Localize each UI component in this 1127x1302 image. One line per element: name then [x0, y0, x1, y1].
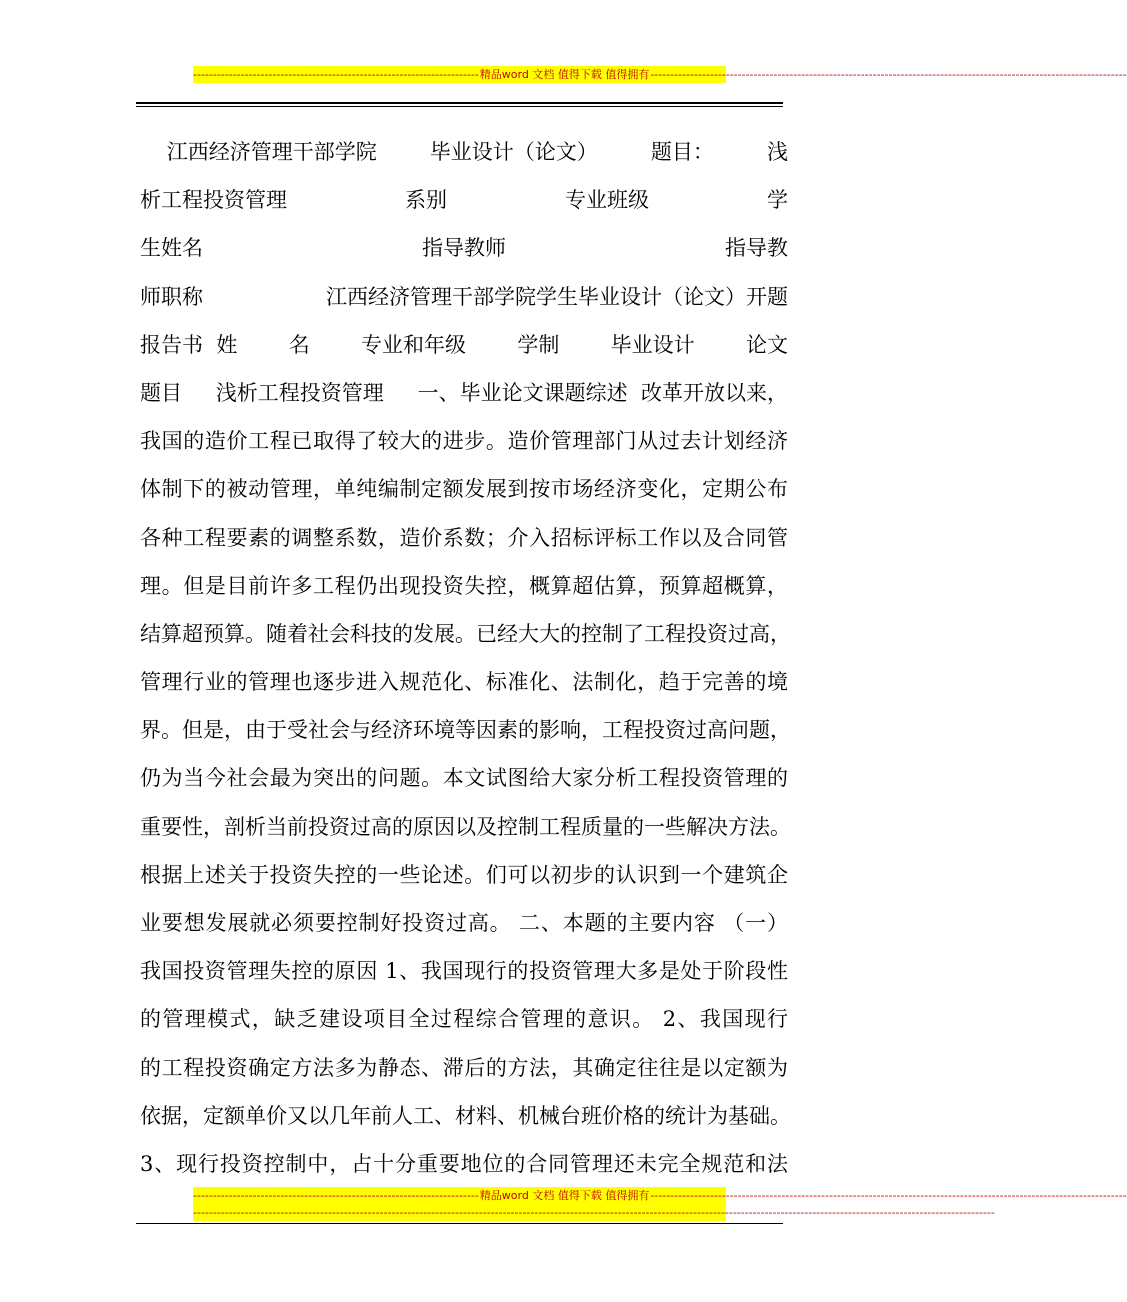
body-line: 的管理模式，缺乏建设项目全过程综合管理的意识。 2、我国现行 — [140, 1007, 788, 1032]
report-paragraph — [140, 417, 791, 1188]
body-line: 仍为当今社会最为突出的问题。本文试图给大家分析工程投资管理的 — [140, 766, 788, 791]
body-line: 业要想发展就必须要控制好投资过高。 二、本题的主要内容 （一） — [140, 911, 788, 935]
body-line: 的工程投资确定方法多为静态、滞后的方法，其确定往往是以定额为 — [140, 1055, 788, 1080]
cover-line — [140, 321, 788, 369]
cover-line-segment: 师职称 — [140, 284, 203, 309]
cover-line-segment: 浅析工程投资管理 — [215, 380, 384, 405]
cover-line-segment: 系别 — [405, 188, 447, 213]
body-line: 理。但是目前许多工程仍出现投资失控，概算超估算，预算超概算， — [140, 573, 788, 598]
banner-text: 精品word 文档 值得下载 值得拥有 — [479, 1189, 650, 1202]
cover-line-segment: 江西经济管理干部学院学生毕业设计（论文）开题 — [326, 284, 788, 309]
cover-line-segment: 一、毕业论文课题综述 改革开放以来， — [417, 380, 788, 405]
cover-line-segment: 学制 — [517, 332, 560, 357]
cover-line-segment: 析工程投资管理 — [140, 188, 287, 213]
cover-line-segment: 毕业设计（论文） — [429, 140, 598, 164]
body-line: 重要性，剖析当前投资过高的原因以及控制工程质量的一些解决方法。 — [140, 814, 791, 839]
cover-line-segment: 专业和年级 — [361, 332, 467, 357]
cover-line-segment: 题目 — [140, 380, 182, 405]
cover-line-segment: 名 — [288, 332, 310, 357]
footer-rule — [136, 1223, 783, 1224]
cover-line-segment: 学 — [767, 188, 788, 213]
banner-dash-left: ------------------------------------------------------------------------ — [193, 1189, 479, 1202]
body-line: 依据，定额单价又以几年前人工、材料、机械台班价格的统计为基础。 — [140, 1103, 791, 1128]
cover-line-segment: 生姓名 — [140, 236, 203, 261]
cover-info-block — [140, 128, 788, 417]
banner-dash-left: ------------------------------------------------------------------------ — [193, 68, 479, 81]
cover-line — [140, 128, 788, 176]
body-line: 管理行业的管理也逐步进入规范化、标准化、法制化，趋于完善的境 — [140, 670, 788, 695]
cover-line — [140, 176, 788, 224]
cover-line-segment: 江西经济管理干部学院 — [140, 140, 377, 164]
cover-line-segment: 论文 — [746, 332, 788, 357]
body-line: 体制下的被动管理，单纯编制定额发展到按市场经济变化，定期公布 — [140, 477, 788, 502]
header-rule-thick — [136, 102, 783, 104]
banner-dash-full: ---------------------------------------------------------------------------------------------------------------------------------------------------------------------------------------------------------- — [193, 1206, 995, 1219]
cover-line-segment: 报告书 姓 — [140, 332, 238, 357]
cover-line — [140, 369, 788, 417]
header-banner — [193, 66, 1127, 83]
body-line: 我国的造价工程已取得了较大的进步。造价管理部门从过去计划经济 — [140, 429, 788, 454]
body-line: 我国投资管理失控的原因 1、我国现行的投资管理大多是处于阶段性 — [140, 959, 788, 984]
cover-line-segment: 题目： — [650, 140, 714, 164]
cover-line-segment: 指导教师 — [422, 236, 506, 261]
banner-dash-right: ------------------------------------------------------------------------------------------------------------------------ — [650, 1189, 1127, 1202]
body-line: 结算超预算。随着社会科技的发展。已经大大的控制了工程投资过高， — [140, 621, 791, 646]
body-line: 界。但是，由于受社会与经济环境等因素的影响，工程投资过高问题， — [140, 718, 791, 743]
footer-banner — [193, 1187, 1127, 1221]
body-line: 各种工程要素的调整系数，造价系数；介入招标评标工作以及合同管 — [140, 525, 788, 550]
banner-text: 精品word 文档 值得下载 值得拥有 — [479, 68, 650, 81]
body-line: 3、现行投资控制中，占十分重要地位的合同管理还未完全规范和法 — [140, 1151, 788, 1176]
cover-line-segment: 浅 — [766, 140, 788, 164]
document-body — [140, 128, 791, 1188]
cover-line-segment: 指导教 — [725, 236, 788, 261]
cover-line — [140, 224, 788, 272]
cover-line-segment: 专业班级 — [565, 188, 649, 213]
cover-line — [140, 273, 788, 321]
body-line: 根据上述关于投资失控的一些论述。们可以初步的认识到一个建筑企 — [140, 862, 788, 887]
cover-line-segment: 毕业设计 — [610, 332, 695, 357]
header-rule-thin — [136, 106, 783, 107]
banner-dash-right: ------------------------------------------------------------------------------------------------------------------------ — [650, 68, 1127, 81]
